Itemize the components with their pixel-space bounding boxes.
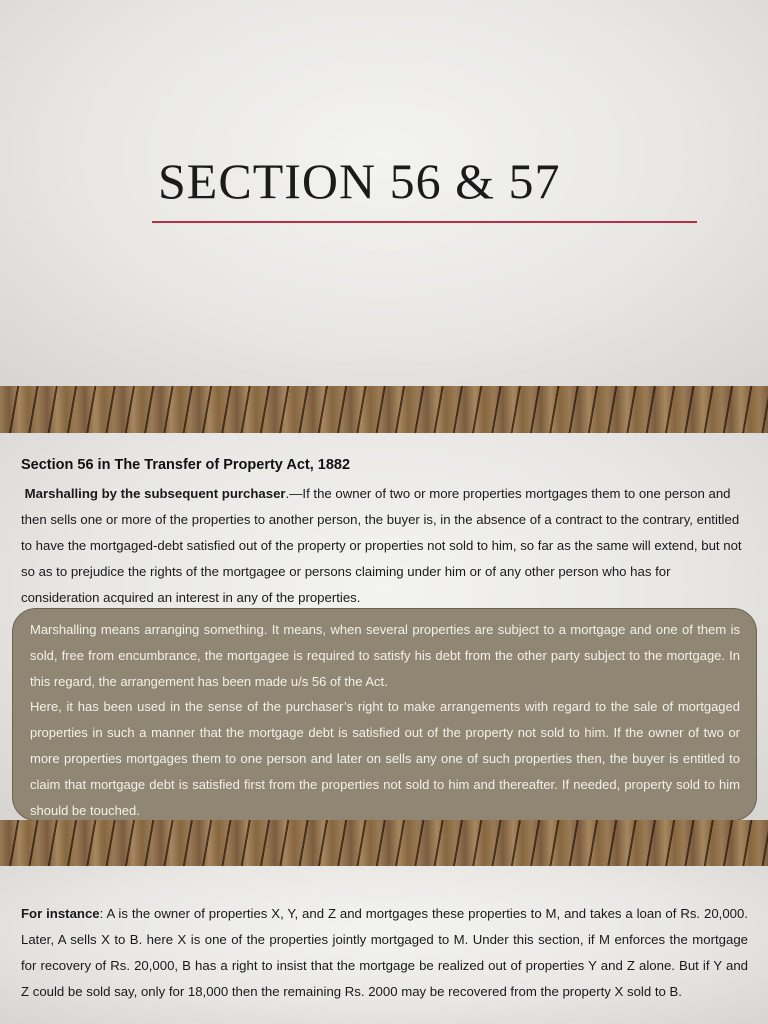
callout-paragraph-1: Marshalling means arranging something. It means, when several properties are subject to a mortgage and one of them is sold, free from encumbrance, the mortgagee is required to satisfy his debt from the other party subject to the mortgage. In this regard, the arrangement has been made u/s 56 of the Act.	[30, 622, 740, 689]
example-slide	[0, 866, 768, 1024]
section-term: Marshalling by the subsequent purchaser	[24, 486, 286, 501]
section-56-slide	[0, 433, 768, 820]
explanation-callout	[12, 608, 757, 820]
section-heading: Section 56 in The Transfer of Property Act, 1882	[21, 457, 351, 473]
example-lead: For instance	[21, 906, 100, 921]
title-slide	[0, 0, 768, 386]
section-text	[21, 481, 747, 611]
callout-paragraph-2: Here, it has been used in the sense of the purchaser’s right to make arrangements with regard to the sale of mortgaged properties in such a manner that the mortgage debt is satisfied out of the property not sold to him. If the owner of two or more properties mortgages them to one person and later on sells any one of such properties then, the buyer is entitled to claim that mortgage debt is satisfied first from the properties not sold to him and thereafter. If needed, property sold to him should be touched.	[30, 699, 740, 818]
title-underline	[152, 221, 697, 223]
wood-floor-divider	[0, 386, 768, 433]
section-definition: .—If the owner of two or more properties mortgages them to one person and then sells one or more of the properties to another person, the buyer is, in the absence of a contract to the contrary, entitled to have the mortgaged-debt satisfied out of the property or properties not sold to him, so far as the same will extend, but not so as to prejudice the rights of the mortgagee or persons claiming under him or of any other person who has for consideration acquired an interest in any of the properties.	[21, 486, 742, 605]
example-text	[21, 901, 748, 1005]
example-body: : A is the owner of properties X, Y, and Z and mortgages these properties to M, and takes a loan of Rs. 20,000. Later, A sells X to B. here X is one of the properties jointly mortgaged to M. Under this section, if M enforces the mortgage for recovery of Rs. 20,000, B has a right to insist that the mortgage be realized out of properties Y and Z alone. But if Y and Z could be sold say, only for 18,000 then the remaining Rs. 2000 may be recovered from the property X sold to B.	[21, 906, 748, 999]
wood-floor-divider	[0, 820, 768, 866]
slide-title: SECTION 56 & 57	[158, 153, 561, 209]
